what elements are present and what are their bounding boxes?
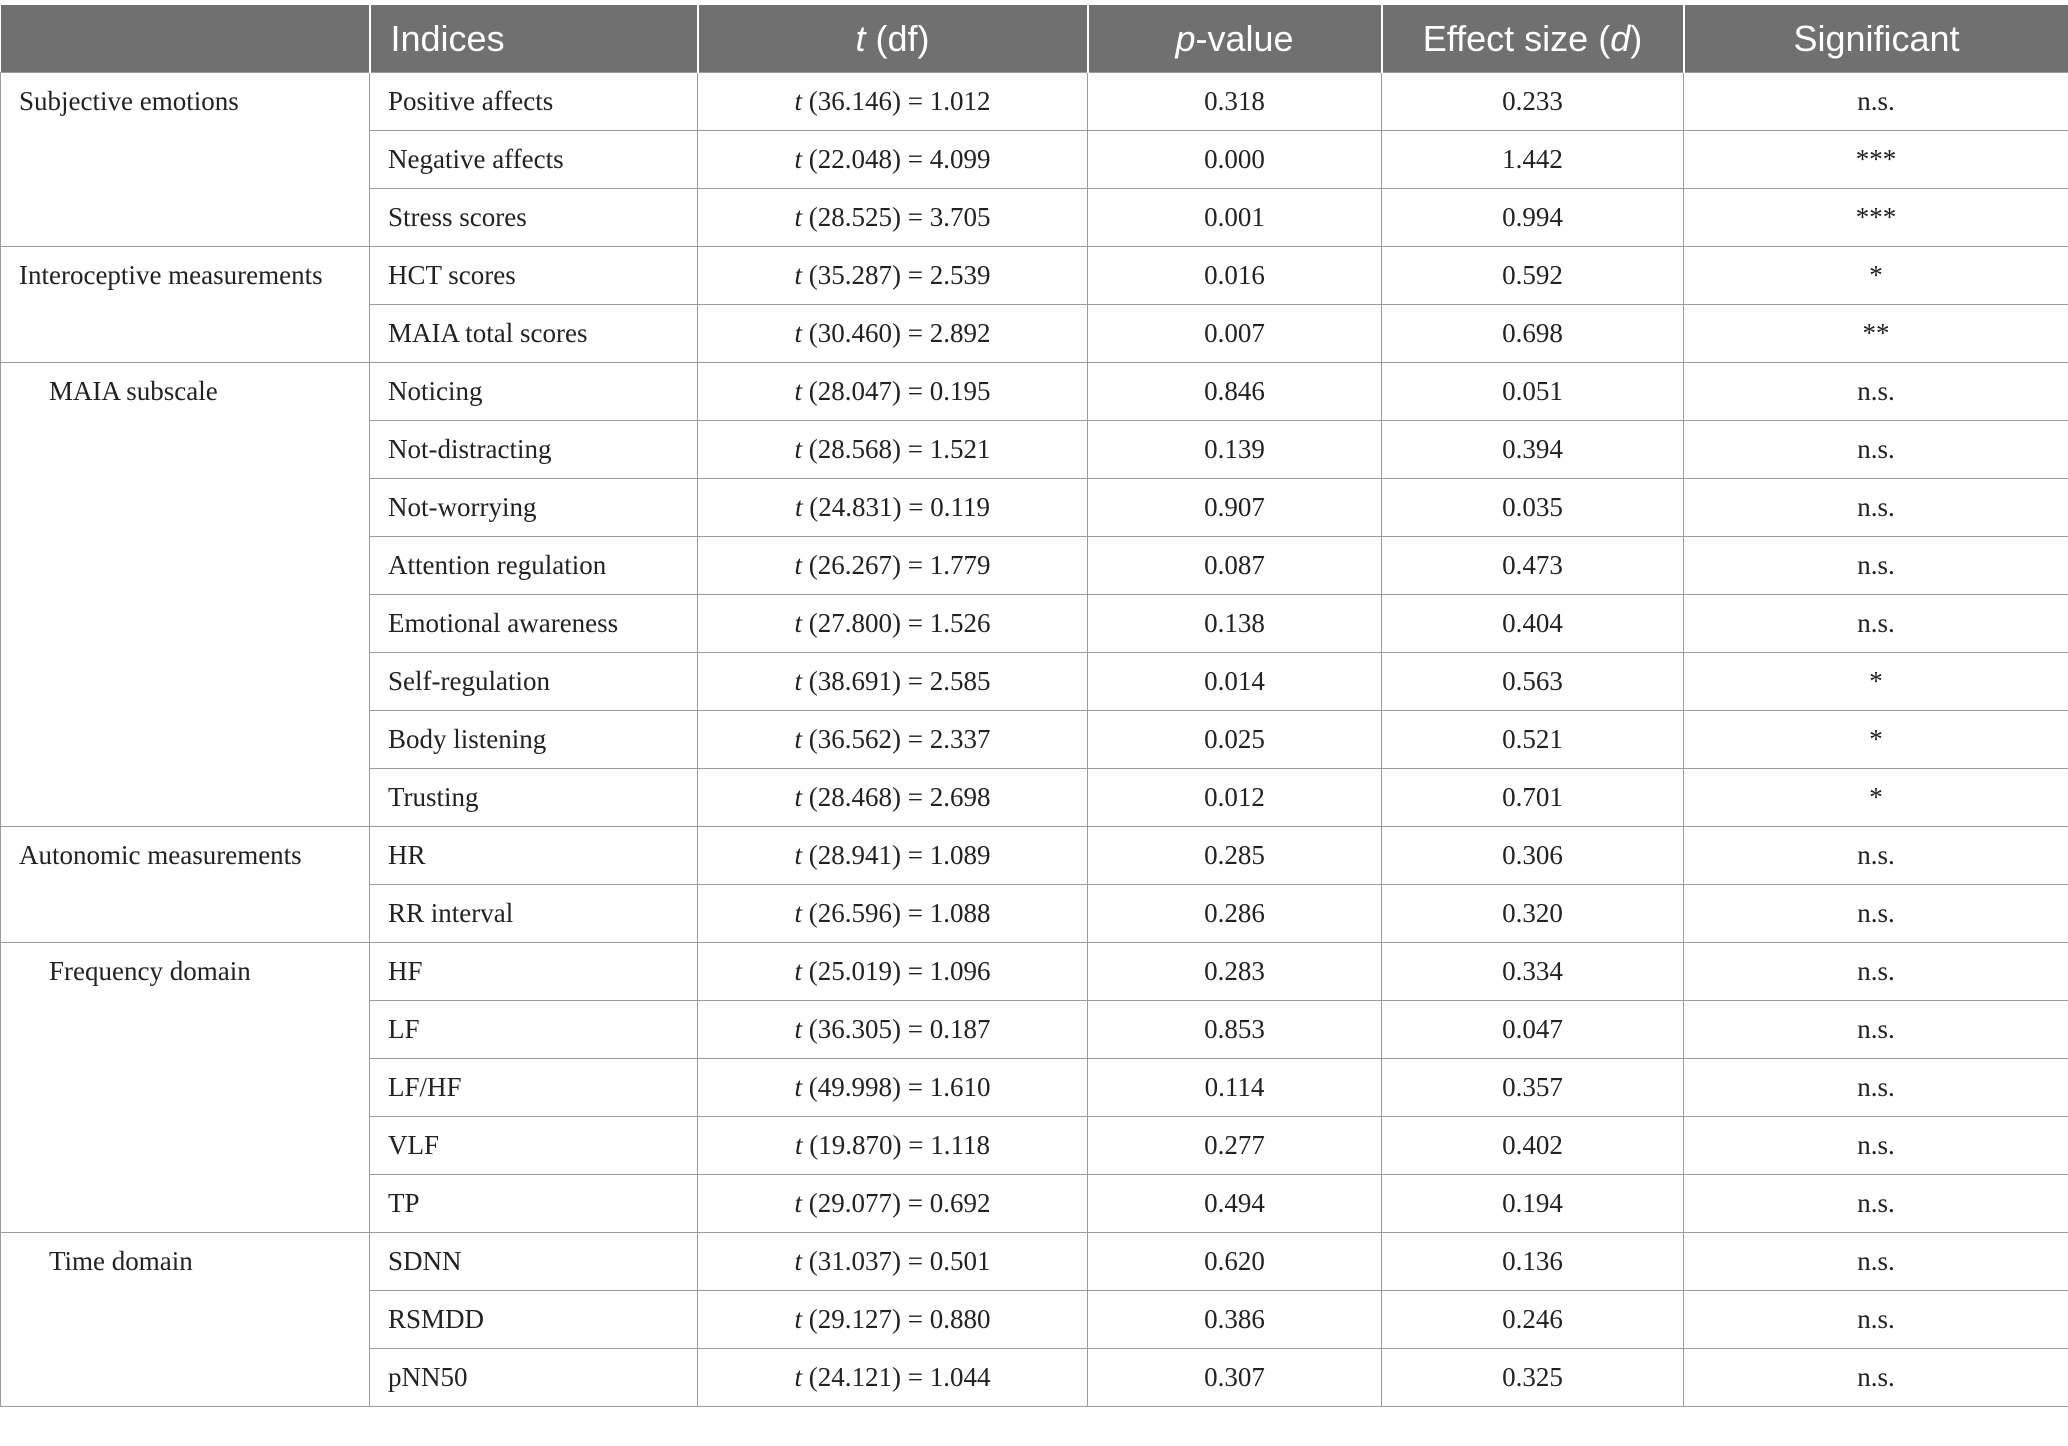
t-symbol: t	[794, 956, 803, 986]
t-value: (28.047) = 0.195	[802, 376, 991, 406]
t-value: (29.077) = 0.692	[802, 1188, 991, 1218]
t-cell	[698, 769, 1088, 827]
p-value-cell: 0.286	[1088, 885, 1382, 943]
t-value: (27.800) = 1.526	[802, 608, 991, 638]
significance-cell: n.s.	[1684, 363, 2068, 421]
significance-cell: *	[1684, 247, 2068, 305]
t-value: (24.831) = 0.119	[802, 492, 990, 522]
index-cell: RR interval	[370, 885, 698, 943]
significance-cell: n.s.	[1684, 73, 2068, 131]
index-cell: LF	[370, 1001, 698, 1059]
p-value-cell: 0.283	[1088, 943, 1382, 1001]
significance-cell: n.s.	[1684, 943, 2068, 1001]
effect-size-cell: 0.701	[1382, 769, 1684, 827]
index-cell: Body listening	[370, 711, 698, 769]
t-value: (24.121) = 1.044	[802, 1362, 991, 1392]
significance-cell: n.s.	[1684, 1117, 2068, 1175]
effect-size-cell: 0.563	[1382, 653, 1684, 711]
header-group	[1, 5, 370, 73]
table-header	[1, 5, 2068, 73]
significance-cell: n.s.	[1684, 1059, 2068, 1117]
index-cell: HF	[370, 943, 698, 1001]
significance-cell: n.s.	[1684, 1233, 2068, 1291]
t-symbol: t	[794, 1362, 803, 1392]
p-value-cell: 0.620	[1088, 1233, 1382, 1291]
header-indices: Indices	[370, 5, 698, 73]
t-cell	[698, 247, 1088, 305]
t-symbol: t	[794, 434, 803, 464]
table-row	[1, 943, 2068, 1001]
index-cell: Positive affects	[370, 73, 698, 131]
significance-cell: ***	[1684, 189, 2068, 247]
significance-cell: **	[1684, 305, 2068, 363]
significance-cell: n.s.	[1684, 479, 2068, 537]
t-value: (28.941) = 1.089	[802, 840, 991, 870]
t-symbol: t	[794, 144, 803, 174]
header-p-suffix: -value	[1195, 17, 1294, 59]
t-symbol: t	[794, 1072, 803, 1102]
significance-cell: n.s.	[1684, 1001, 2068, 1059]
effect-size-cell: 0.306	[1382, 827, 1684, 885]
p-value-cell: 0.386	[1088, 1291, 1382, 1349]
t-symbol: t	[794, 202, 803, 232]
header-p-symbol: p	[1175, 17, 1196, 59]
t-cell	[698, 1001, 1088, 1059]
significance-cell: n.s.	[1684, 885, 2068, 943]
effect-size-cell: 0.402	[1382, 1117, 1684, 1175]
t-value: (36.562) = 2.337	[802, 724, 991, 754]
effect-size-cell: 0.592	[1382, 247, 1684, 305]
effect-size-cell: 0.325	[1382, 1349, 1684, 1407]
t-symbol: t	[794, 1014, 803, 1044]
table-row	[1, 1233, 2068, 1291]
effect-size-cell: 0.233	[1382, 73, 1684, 131]
p-value-cell: 0.114	[1088, 1059, 1382, 1117]
t-symbol: t	[795, 492, 803, 522]
effect-size-cell: 0.404	[1382, 595, 1684, 653]
t-symbol: t	[794, 840, 803, 870]
p-value-cell: 0.853	[1088, 1001, 1382, 1059]
t-value: (28.525) = 3.705	[802, 202, 991, 232]
significance-cell: n.s.	[1684, 537, 2068, 595]
header-effect-size	[1382, 5, 1684, 73]
index-cell: Negative affects	[370, 131, 698, 189]
significance-cell: n.s.	[1684, 1175, 2068, 1233]
header-t-symbol: t	[855, 17, 866, 59]
t-cell	[698, 421, 1088, 479]
group-label: Subjective emotions	[1, 73, 370, 247]
index-cell: Not-distracting	[370, 421, 698, 479]
p-value-cell: 0.087	[1088, 537, 1382, 595]
t-cell	[698, 1117, 1088, 1175]
t-cell	[698, 1291, 1088, 1349]
p-value-cell: 0.014	[1088, 653, 1382, 711]
group-label: Interoceptive measurements	[1, 247, 370, 363]
index-cell: Not-worrying	[370, 479, 698, 537]
t-symbol: t	[794, 608, 803, 638]
table-row	[1, 827, 2068, 885]
index-cell: VLF	[370, 1117, 698, 1175]
t-value: (36.305) = 0.187	[802, 1014, 991, 1044]
header-effect-suffix: )	[1630, 17, 1643, 59]
effect-size-cell: 0.047	[1382, 1001, 1684, 1059]
group-label: MAIA subscale	[1, 363, 370, 827]
effect-size-cell: 0.357	[1382, 1059, 1684, 1117]
header-effect-letter: d	[1610, 17, 1631, 59]
effect-size-cell: 0.394	[1382, 421, 1684, 479]
p-value-cell: 0.007	[1088, 305, 1382, 363]
t-symbol: t	[794, 1304, 803, 1334]
t-symbol: t	[794, 376, 803, 406]
p-value-cell: 0.000	[1088, 131, 1382, 189]
t-cell	[698, 827, 1088, 885]
t-value: (29.127) = 0.880	[802, 1304, 991, 1334]
t-symbol: t	[794, 782, 803, 812]
index-cell: Noticing	[370, 363, 698, 421]
t-value: (26.267) = 1.779	[802, 550, 991, 580]
p-value-cell: 0.307	[1088, 1349, 1382, 1407]
p-value-cell: 0.494	[1088, 1175, 1382, 1233]
t-value: (28.468) = 2.698	[802, 782, 991, 812]
t-value: (25.019) = 1.096	[802, 956, 991, 986]
p-value-cell: 0.016	[1088, 247, 1382, 305]
significance-cell: *	[1684, 769, 2068, 827]
index-cell: Trusting	[370, 769, 698, 827]
p-value-cell: 0.139	[1088, 421, 1382, 479]
significance-cell: n.s.	[1684, 421, 2068, 479]
table-row	[1, 73, 2068, 131]
header-p-value	[1088, 5, 1382, 73]
index-cell: pNN50	[370, 1349, 698, 1407]
effect-size-cell: 0.246	[1382, 1291, 1684, 1349]
t-value: (36.146) = 1.012	[802, 86, 991, 116]
significance-cell: n.s.	[1684, 1291, 2068, 1349]
index-cell: Self-regulation	[370, 653, 698, 711]
t-value: (35.287) = 2.539	[802, 260, 991, 290]
p-value-cell: 0.138	[1088, 595, 1382, 653]
t-cell	[698, 73, 1088, 131]
t-cell	[698, 537, 1088, 595]
p-value-cell: 0.285	[1088, 827, 1382, 885]
effect-size-cell: 0.994	[1382, 189, 1684, 247]
t-cell	[698, 131, 1088, 189]
p-value-cell: 0.277	[1088, 1117, 1382, 1175]
index-cell: LF/HF	[370, 1059, 698, 1117]
t-symbol: t	[794, 86, 803, 116]
p-value-cell: 0.001	[1088, 189, 1382, 247]
t-value: (31.037) = 0.501	[802, 1246, 991, 1276]
index-cell: Emotional awareness	[370, 595, 698, 653]
t-cell	[698, 1175, 1088, 1233]
effect-size-cell: 0.194	[1382, 1175, 1684, 1233]
t-symbol: t	[794, 1188, 803, 1218]
t-value: (49.998) = 1.610	[802, 1072, 991, 1102]
t-cell	[698, 943, 1088, 1001]
significance-cell: *	[1684, 711, 2068, 769]
t-cell	[698, 363, 1088, 421]
header-t-suffix: (df)	[865, 17, 930, 59]
t-cell	[698, 885, 1088, 943]
group-label: Autonomic measurements	[1, 827, 370, 943]
t-symbol: t	[794, 724, 803, 754]
index-cell: SDNN	[370, 1233, 698, 1291]
p-value-cell: 0.012	[1088, 769, 1382, 827]
t-symbol: t	[794, 318, 803, 348]
t-cell	[698, 189, 1088, 247]
t-symbol: t	[795, 1130, 803, 1160]
t-cell	[698, 305, 1088, 363]
p-value-cell: 0.318	[1088, 73, 1382, 131]
t-value: (30.460) = 2.892	[802, 318, 991, 348]
t-symbol: t	[794, 898, 803, 928]
t-value: (28.568) = 1.521	[802, 434, 991, 464]
index-cell: Attention regulation	[370, 537, 698, 595]
group-label: Frequency domain	[1, 943, 370, 1233]
header-t-df	[698, 5, 1088, 73]
header-row	[1, 5, 2068, 73]
effect-size-cell: 0.136	[1382, 1233, 1684, 1291]
t-value: (19.870) = 1.118	[802, 1130, 990, 1160]
effect-size-cell: 0.334	[1382, 943, 1684, 1001]
group-label: Time domain	[1, 1233, 370, 1407]
table-row	[1, 247, 2068, 305]
t-symbol: t	[794, 1246, 803, 1276]
table-body	[1, 73, 2068, 1407]
t-value: (38.691) = 2.585	[802, 666, 991, 696]
index-cell: HR	[370, 827, 698, 885]
significance-cell: n.s.	[1684, 1349, 2068, 1407]
effect-size-cell: 0.698	[1382, 305, 1684, 363]
header-effect-prefix: Effect size (	[1422, 17, 1611, 59]
t-cell	[698, 1349, 1088, 1407]
effect-size-cell: 0.051	[1382, 363, 1684, 421]
effect-size-cell: 0.473	[1382, 537, 1684, 595]
effect-size-cell: 0.320	[1382, 885, 1684, 943]
t-cell	[698, 479, 1088, 537]
significance-cell: n.s.	[1684, 827, 2068, 885]
t-symbol: t	[794, 666, 803, 696]
index-cell: RSMDD	[370, 1291, 698, 1349]
p-value-cell: 0.846	[1088, 363, 1382, 421]
t-cell	[698, 653, 1088, 711]
header-significant: Significant	[1684, 5, 2068, 73]
effect-size-cell: 1.442	[1382, 131, 1684, 189]
significance-cell: *	[1684, 653, 2068, 711]
effect-size-cell: 0.035	[1382, 479, 1684, 537]
t-cell	[698, 595, 1088, 653]
results-table	[0, 5, 2068, 1407]
index-cell: HCT scores	[370, 247, 698, 305]
t-cell	[698, 1233, 1088, 1291]
index-cell: Stress scores	[370, 189, 698, 247]
p-value-cell: 0.907	[1088, 479, 1382, 537]
t-value: (26.596) = 1.088	[802, 898, 991, 928]
significance-cell: n.s.	[1684, 595, 2068, 653]
effect-size-cell: 0.521	[1382, 711, 1684, 769]
index-cell: TP	[370, 1175, 698, 1233]
significance-cell: ***	[1684, 131, 2068, 189]
t-symbol: t	[794, 260, 803, 290]
t-value: (22.048) = 4.099	[802, 144, 991, 174]
index-cell: MAIA total scores	[370, 305, 698, 363]
t-symbol: t	[794, 550, 803, 580]
p-value-cell: 0.025	[1088, 711, 1382, 769]
table-row	[1, 363, 2068, 421]
t-cell	[698, 711, 1088, 769]
t-cell	[698, 1059, 1088, 1117]
